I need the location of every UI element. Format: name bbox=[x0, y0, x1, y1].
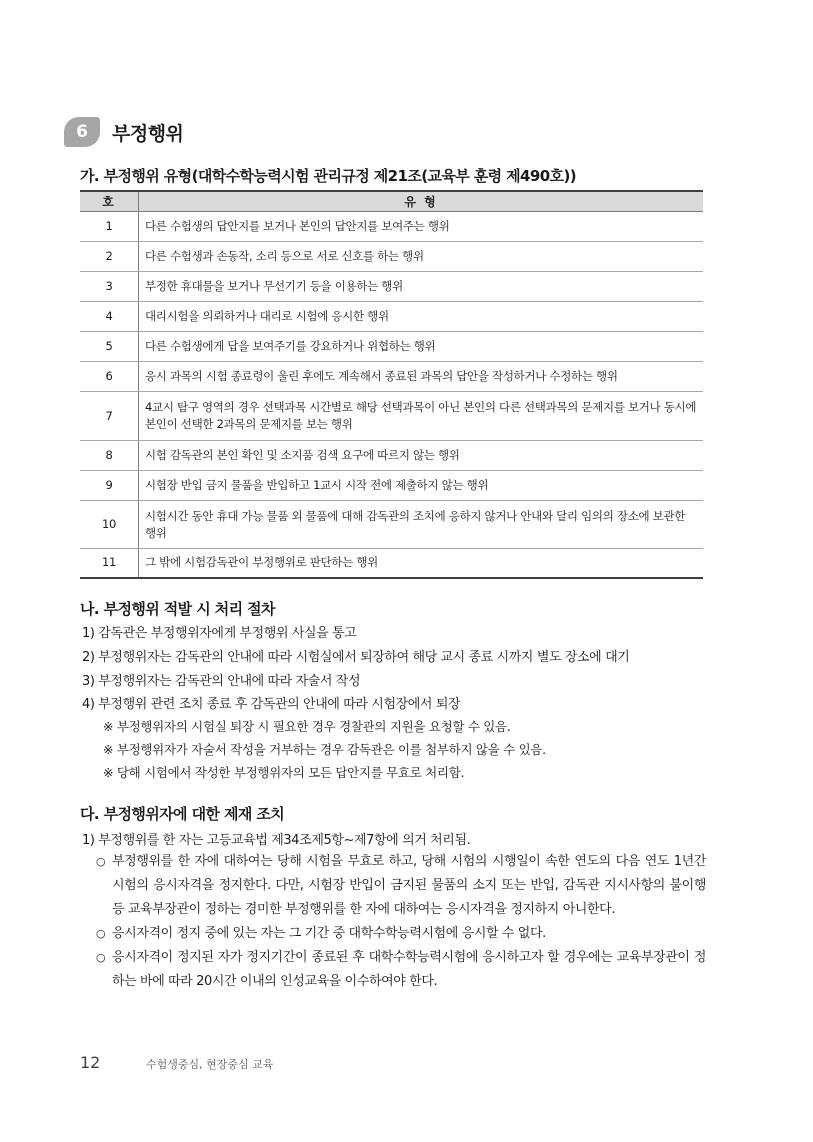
part-b-heading: 나. 부정행위 적발 시 처리 절차 bbox=[80, 600, 275, 618]
table-header-row bbox=[80, 191, 703, 212]
bullet-mark: ○ bbox=[96, 951, 106, 964]
violation-types-table bbox=[80, 190, 703, 579]
table-row bbox=[80, 212, 703, 242]
procedure-note: ※ 당해 시험에서 작성한 부정행위자의 모든 답안지를 무효로 처리함. bbox=[103, 765, 465, 780]
row-number: 5 bbox=[80, 332, 139, 362]
row-number: 2 bbox=[80, 242, 139, 272]
row-text: 응시 과목의 시험 종료령이 울린 후에도 계속해서 종료된 과목의 답안을 작성하거나 수정하는 행위 bbox=[139, 362, 704, 392]
row-number: 8 bbox=[80, 441, 139, 471]
header-number: 호 bbox=[80, 191, 139, 212]
row-number: 7 bbox=[80, 392, 139, 441]
table-row bbox=[80, 441, 703, 471]
bullet-text: 응시자격이 정지된 자가 정지기간이 종료된 후 대학수학능력시험에 응시하고자 할 경우에는 교육부장관이 정하는 바에 따라 20시간 이내의 인성교육을 이수하여야 한다. bbox=[112, 950, 706, 989]
footer-text: 수험생중심, 현장중심 교육 bbox=[146, 1058, 274, 1071]
procedure-item: 1) 감독관은 부정행위자에게 부정행위 사실을 통고 bbox=[82, 626, 357, 641]
row-number: 9 bbox=[80, 471, 139, 501]
table-row bbox=[80, 332, 703, 362]
bullet-text: 부정행위를 한 자에 대하여는 당해 시험을 무효로 하고, 당해 시험의 시행일이 속한 연도의 다음 연도 1년간 시험의 응시자격을 정지한다. 다만, 시험장 반입이 금지된 물품의 소지 또는 반입, 감독관 지시사항의 불이행 등 교육부장관이 정하는 경미한 부정행위를 한 자에 대하여는 응시자격을 정지하지 아니한다. bbox=[112, 854, 706, 917]
row-number: 6 bbox=[80, 362, 139, 392]
table-row bbox=[80, 471, 703, 501]
sanction-item: 1) 부정행위를 한 자는 고등교육법 제34조제5항~제7항에 의거 처리됨. bbox=[82, 833, 471, 848]
row-text: 대리시험을 의뢰하거나 대리로 시험에 응시한 행위 bbox=[139, 302, 704, 332]
procedure-note: ※ 부정행위자가 자술서 작성을 거부하는 경우 감독관은 이를 첨부하지 않을 수 있음. bbox=[103, 742, 546, 757]
table-row bbox=[80, 501, 703, 549]
part-c-heading: 다. 부정행위자에 대한 제재 조치 bbox=[80, 805, 285, 823]
bullet-item bbox=[96, 946, 706, 994]
row-text: 부정한 휴대물을 보거나 무선기기 등을 이용하는 행위 bbox=[139, 272, 704, 302]
bullet-item bbox=[96, 850, 706, 922]
bullet-mark: ○ bbox=[96, 927, 106, 940]
procedure-item: 2) 부정행위자는 감독관의 안내에 따라 시험실에서 퇴장하여 해당 교시 종료 시까지 별도 장소에 대기 bbox=[82, 650, 630, 665]
bullet-text: 응시자격이 정지 중에 있는 자는 그 기간 중 대학수학능력시험에 응시할 수 없다. bbox=[112, 926, 546, 941]
row-number: 3 bbox=[80, 272, 139, 302]
table-row bbox=[80, 362, 703, 392]
table-row bbox=[80, 242, 703, 272]
procedure-item: 4) 부정행위 관련 조치 종료 후 감독관의 안내에 따라 시험장에서 퇴장 bbox=[82, 697, 461, 712]
header-type: 유 형 bbox=[139, 191, 704, 212]
section-number-badge: 6 bbox=[64, 117, 100, 147]
bullet-mark: ○ bbox=[96, 855, 106, 868]
row-text: 다른 수험생과 손동작, 소리 등으로 서로 신호를 하는 행위 bbox=[139, 242, 704, 272]
row-text: 시험시간 동안 휴대 가능 물품 외 물품에 대해 감독관의 조치에 응하지 않거나 안내와 달리 임의의 장소에 보관한 행위 bbox=[139, 501, 704, 549]
row-text: 다른 수험생에게 답을 보여주기를 강요하거나 위협하는 행위 bbox=[139, 332, 704, 362]
row-text: 시험 감독관의 본인 확인 및 소지품 검색 요구에 따르지 않는 행위 bbox=[139, 441, 704, 471]
row-text: 시험장 반입 금지 물품을 반입하고 1교시 시작 전에 제출하지 않는 행위 bbox=[139, 471, 704, 501]
sanction-bullets bbox=[96, 850, 706, 994]
row-number: 1 bbox=[80, 212, 139, 242]
section-title: 부정행위 bbox=[112, 123, 184, 145]
part-a-heading: 가. 부정행위 유형(대학수학능력시험 관리규정 제21조(교육부 훈령 제490호)) bbox=[80, 167, 576, 185]
table-row bbox=[80, 272, 703, 302]
row-text: 다른 수험생의 답안지를 보거나 본인의 답안지를 보여주는 행위 bbox=[139, 212, 704, 242]
table-row bbox=[80, 392, 703, 441]
row-number: 4 bbox=[80, 302, 139, 332]
page-number: 12 bbox=[80, 1053, 101, 1072]
row-number: 10 bbox=[80, 501, 139, 549]
row-number: 11 bbox=[80, 549, 139, 578]
row-text: 4교시 탐구 영역의 경우 선택과목 시간별로 해당 선택과목이 아닌 본인의 다른 선택과목의 문제지를 보거나 동시에 본인이 선택한 2과목의 문제지를 보는 행위 bbox=[139, 392, 704, 441]
procedure-item: 3) 부정행위자는 감독관의 안내에 따라 자술서 작성 bbox=[82, 674, 361, 689]
table-row bbox=[80, 302, 703, 332]
procedure-note: ※ 부정행위자의 시험실 퇴장 시 필요한 경우 경찰관의 지원을 요청할 수 있음. bbox=[103, 719, 511, 734]
bullet-item bbox=[96, 922, 706, 946]
row-text: 그 밖에 시험감독관이 부정행위로 판단하는 행위 bbox=[139, 549, 704, 578]
table-row bbox=[80, 549, 703, 578]
